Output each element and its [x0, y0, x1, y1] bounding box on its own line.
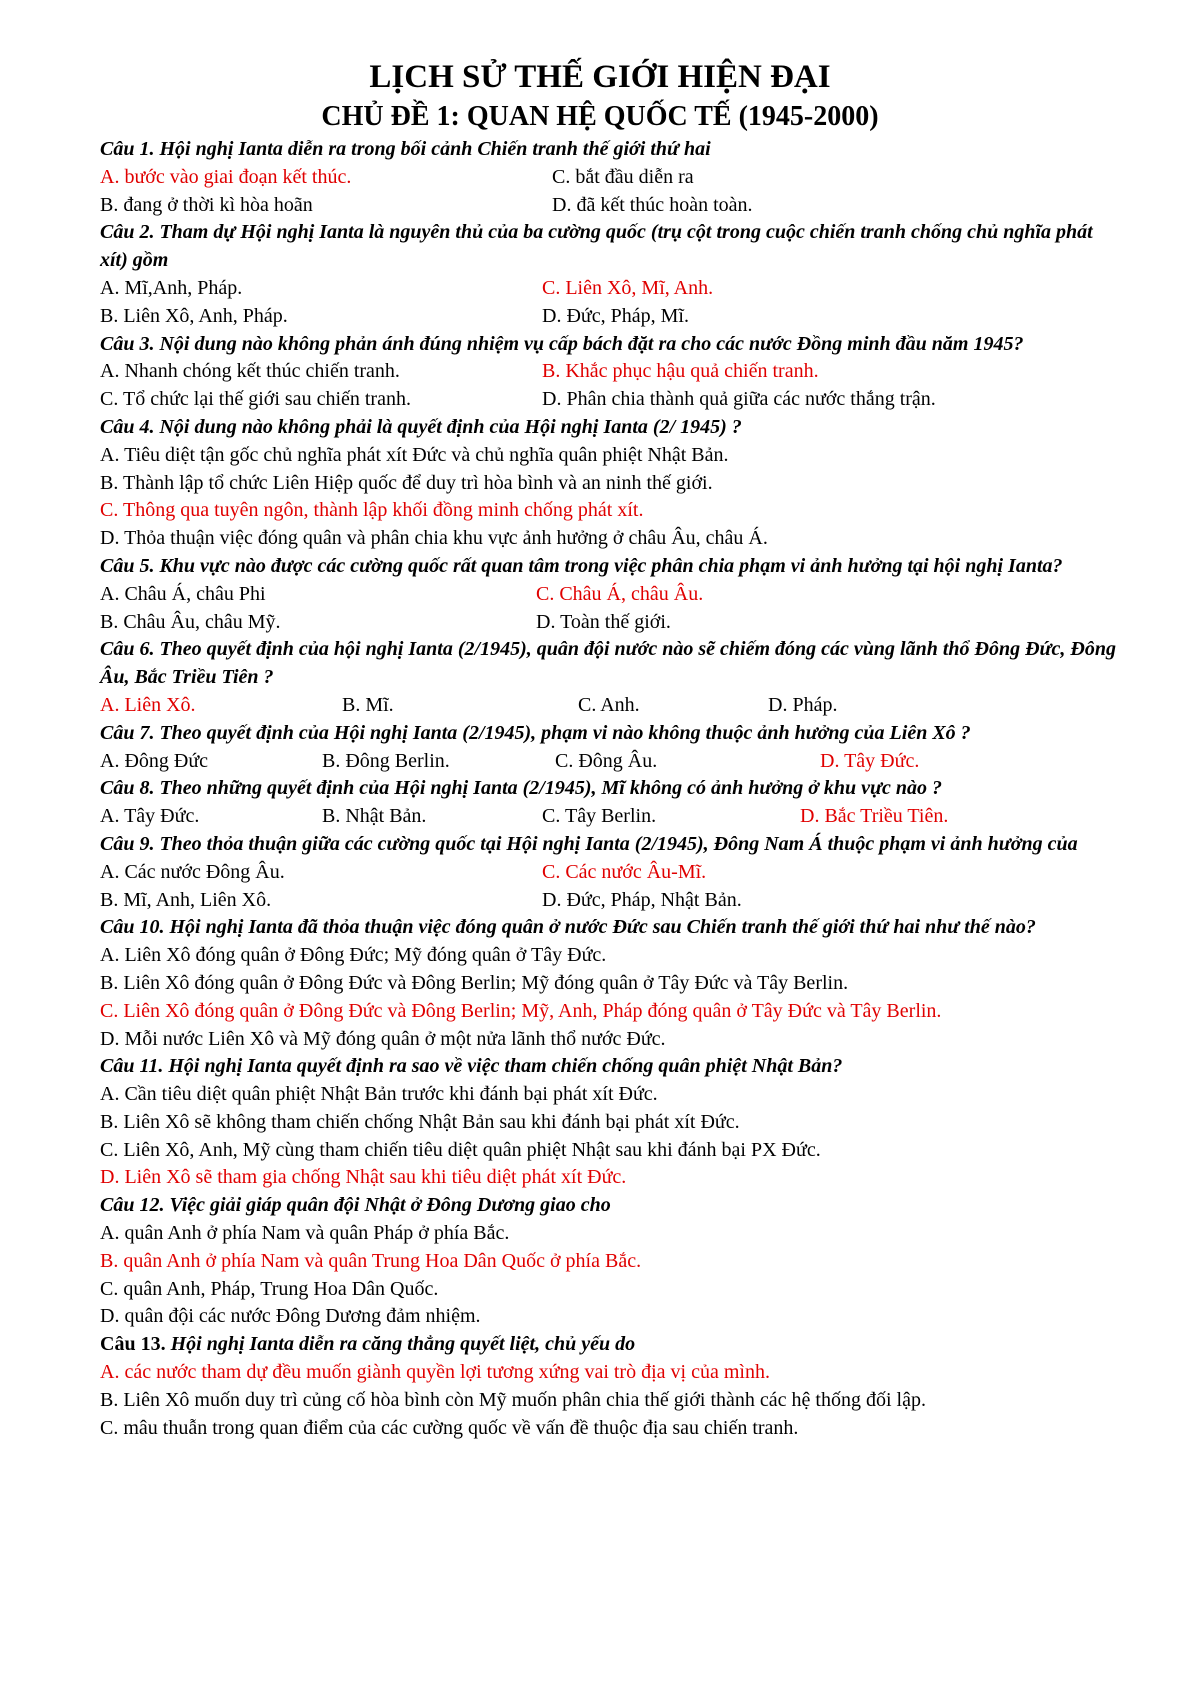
option-d: D. Mỗi nước Liên Xô và Mỹ đóng quân ở một nửa lãnh thổ nước Đức. — [100, 1027, 666, 1050]
question-13-text: Hội nghị Ianta diễn ra căng thẳng quyết liệt, chủ yếu do — [170, 1333, 636, 1356]
option-a-correct: A. các nước tham dự đều muốn giành quyền lợi tương xứng vai trò địa vị của mình. — [100, 1361, 770, 1384]
option-c: C. quân Anh, Pháp, Trung Hoa Dân Quốc. — [100, 1277, 439, 1300]
option-a: A. Các nước Đông Âu. — [100, 860, 285, 883]
page-title: LỊCH SỬ THẾ GIỚI HIỆN ĐẠI — [369, 59, 831, 95]
option-c-correct: C. Liên Xô, Mĩ, Anh. — [542, 276, 714, 299]
option-b: B. Mĩ. — [342, 693, 394, 716]
option-c-correct: C. Các nước Âu-Mĩ. — [542, 860, 707, 883]
question-3: Câu 3. Nội dung nào không phản ánh đúng nhiệm vụ cấp bách đặt ra cho các nước Đồng minh đầu năm 1945? — [100, 332, 1024, 355]
question-13-number: Câu 13. — [100, 1333, 171, 1356]
page-subtitle: CHỦ ĐỀ 1: QUAN HỆ QUỐC TẾ (1945-2000) — [321, 101, 879, 132]
option-b: B. Liên Xô sẽ không tham chiến chống Nhật Bản sau khi đánh bại phát xít Đức. — [100, 1110, 740, 1133]
option-b: B. Liên Xô đóng quân ở Đông Đức và Đông Berlin; Mỹ đóng quân ở Tây Đức và Tây Berlin. — [100, 971, 849, 994]
option-d-correct: D. Liên Xô sẽ tham gia chống Nhật sau khi tiêu diệt phát xít Đức. — [100, 1166, 627, 1189]
option-d: D. Thỏa thuận việc đóng quân và phân chia khu vực ảnh hưởng ở châu Âu, châu Á. — [100, 527, 768, 550]
option-b-correct: B. Khắc phục hậu quả chiến tranh. — [542, 360, 819, 383]
option-b: B. Thành lập tổ chức Liên Hiệp quốc để duy trì hòa bình và an ninh thế giới. — [100, 471, 713, 494]
option-c: C. Tây Berlin. — [542, 805, 657, 828]
option-a: A. Cần tiêu diệt quân phiệt Nhật Bản trước khi đánh bại phát xít Đức. — [100, 1083, 658, 1106]
question-9: Câu 9. Theo thỏa thuận giữa các cường quốc tại Hội nghị Ianta (2/1945), Đông Nam Á thuộc phạm vi ảnh hưởng của — [100, 832, 1078, 855]
option-a: A. Nhanh chóng kết thúc chiến tranh. — [100, 360, 400, 383]
options-row — [100, 748, 1120, 776]
option-d: D. đã kết thúc hoàn toàn. — [552, 193, 753, 216]
option-d: D. Đức, Pháp, Mĩ. — [542, 304, 689, 327]
option-a-correct: A. Liên Xô. — [100, 693, 196, 716]
option-a: A. Mĩ,Anh, Pháp. — [100, 276, 243, 299]
option-a: A. Đông Đức — [100, 749, 209, 772]
option-d: D. Toàn thế giới. — [536, 610, 671, 633]
option-a: A. Liên Xô đóng quân ở Đông Đức; Mỹ đóng quân ở Tây Đức. — [100, 944, 607, 967]
options-row — [100, 303, 1120, 331]
options-row — [100, 887, 1120, 915]
question-5: Câu 5. Khu vực nào được các cường quốc rất quan tâm trong việc phân chia phạm vi ảnh hưởng tại hội nghị Ianta? — [100, 554, 1063, 577]
option-c: C. Anh. — [578, 693, 640, 716]
question-7: Câu 7. Theo quyết định của Hội nghị Ianta (2/1945), phạm vi nào không thuộc ảnh hưởng của Liên Xô ? — [100, 721, 971, 744]
options-row — [100, 859, 1120, 887]
option-c: C. Đông Âu. — [555, 749, 658, 772]
option-a: A. Tiêu diệt tận gốc chủ nghĩa phát xít Đức và chủ nghĩa quân phiệt Nhật Bản. — [100, 443, 729, 466]
option-b: B. Mĩ, Anh, Liên Xô. — [100, 888, 272, 911]
option-a: A. Tây Đức. — [100, 805, 200, 828]
option-d: D. Phân chia thành quả giữa các nước thắng trận. — [542, 388, 936, 411]
question-11: Câu 11. Hội nghị Ianta quyết định ra sao về việc tham chiến chống quân phiệt Nhật Bản? — [100, 1055, 843, 1078]
options-row — [100, 192, 1120, 220]
option-c: C. mâu thuẫn trong quan điểm của các cường quốc về vấn đề thuộc địa sau chiến tranh. — [100, 1416, 799, 1439]
option-b: B. Liên Xô, Anh, Pháp. — [100, 304, 288, 327]
question-12: Câu 12. Việc giải giáp quân đội Nhật ở Đông Dương giao cho — [100, 1194, 611, 1217]
option-c-correct: C. Châu Á, châu Âu. — [536, 582, 704, 605]
option-a: A. Châu Á, châu Phi — [100, 582, 266, 605]
option-c: C. bắt đầu diễn ra — [552, 165, 694, 188]
options-row — [100, 386, 1120, 414]
option-d-correct: D. Tây Đức. — [820, 749, 920, 772]
option-b: B. Nhật Bản. — [322, 805, 427, 828]
option-c: C. Liên Xô, Anh, Mỹ cùng tham chiến tiêu diệt quân phiệt Nhật sau khi đánh bại PX Đức. — [100, 1138, 821, 1161]
option-b-correct: B. quân Anh ở phía Nam và quân Trung Hoa Dân Quốc ở phía Bắc. — [100, 1249, 642, 1272]
options-row — [100, 609, 1120, 637]
option-c-correct: C. Liên Xô đóng quân ở Đông Đức và Đông Berlin; Mỹ, Anh, Pháp đóng quân ở Tây Đức và Tây Berlin. — [100, 999, 942, 1022]
options-row — [100, 358, 1120, 386]
options-row — [100, 803, 1120, 831]
options-row — [100, 164, 1120, 192]
option-b: B. Liên Xô muốn duy trì củng cố hòa bình còn Mỹ muốn phân chia thế giới thành các hệ thống đối lập. — [100, 1388, 926, 1411]
option-d: D. quân đội các nước Đông Dương đảm nhiệm. — [100, 1305, 481, 1328]
option-d: D. Pháp. — [768, 693, 838, 716]
question-2: Câu 2. Tham dự Hội nghị Ianta là nguyên thủ của ba cường quốc (trụ cột trong cuộc chiến tranh chống chủ nghĩa phát xít) gồm — [100, 221, 1093, 272]
option-d: D. Đức, Pháp, Nhật Bản. — [542, 888, 742, 911]
question-1: Câu 1. Hội nghị Ianta diễn ra trong bối cảnh Chiến tranh thế giới thứ hai — [100, 138, 711, 160]
question-8: Câu 8. Theo những quyết định của Hội nghị Ianta (2/1945), Mĩ không có ảnh hưởng ở khu vực nào ? — [100, 777, 943, 800]
option-a-correct: A. bước vào giai đoạn kết thúc. — [100, 165, 352, 188]
question-4: Câu 4. Nội dung nào không phải là quyết định của Hội nghị Ianta (2/ 1945) ? — [100, 415, 742, 438]
question-list — [100, 136, 1120, 1442]
option-c: C. Tổ chức lại thế giới sau chiến tranh. — [100, 388, 411, 411]
question-6: Câu 6. Theo quyết định của hội nghị Ianta (2/1945), quân đội nước nào sẽ chiếm đóng các vùng lãnh thổ Đông Đức, Đông Âu, Bắc Triều Tiên ? — [100, 638, 1116, 689]
option-b: B. Châu Âu, châu Mỹ. — [100, 610, 281, 633]
options-row — [100, 692, 1120, 720]
option-b: B. Đông Berlin. — [322, 749, 450, 772]
option-d-correct: D. Bắc Triều Tiên. — [800, 805, 949, 828]
option-c-correct: C. Thông qua tuyên ngôn, thành lập khối đồng minh chống phát xít. — [100, 499, 644, 522]
option-a: A. quân Anh ở phía Nam và quân Pháp ở phía Bắc. — [100, 1222, 510, 1245]
options-row — [100, 581, 1120, 609]
question-13 — [100, 1331, 1120, 1359]
options-row — [100, 275, 1120, 303]
option-b: B. đang ở thời kì hòa hoãn — [100, 193, 313, 216]
question-10: Câu 10. Hội nghị Ianta đã thỏa thuận việc đóng quân ở nước Đức sau Chiến tranh thế giới thứ hai như thế nào? — [100, 916, 1036, 939]
